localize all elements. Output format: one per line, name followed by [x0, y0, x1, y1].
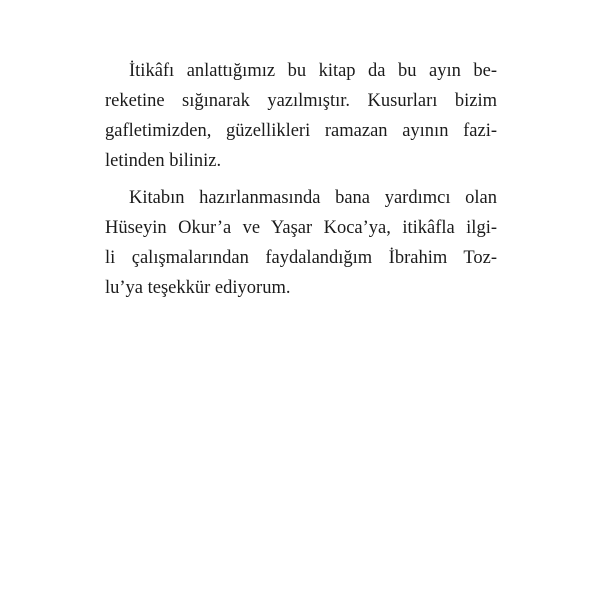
- paragraph-1-line-3: gafletimizden, güzellikleri ramazan ayının fazi-: [105, 121, 497, 141]
- paragraph-2-line-1: Kitabın hazırlanmasında bana yardımcı olan: [129, 188, 497, 208]
- paragraph-1-line-4: letinden biliniz.: [105, 151, 222, 171]
- paragraph-1-line-1: İtikâfı anlattığımız bu kitap da bu ayın be-: [129, 61, 497, 81]
- paragraph-1-line-2: reketine sığınarak yazılmıştır. Kusurları bizim: [105, 91, 497, 111]
- paragraph-2-line-4: lu’ya teşekkür ediyorum.: [105, 278, 291, 298]
- paragraph-2-line-3: li çalışmalarından faydalandığım İbrahim Toz-: [105, 248, 497, 268]
- paragraph-2-line-2: Hüseyin Okur’a ve Yaşar Koca’ya, itikâfla ilgi-: [105, 218, 497, 238]
